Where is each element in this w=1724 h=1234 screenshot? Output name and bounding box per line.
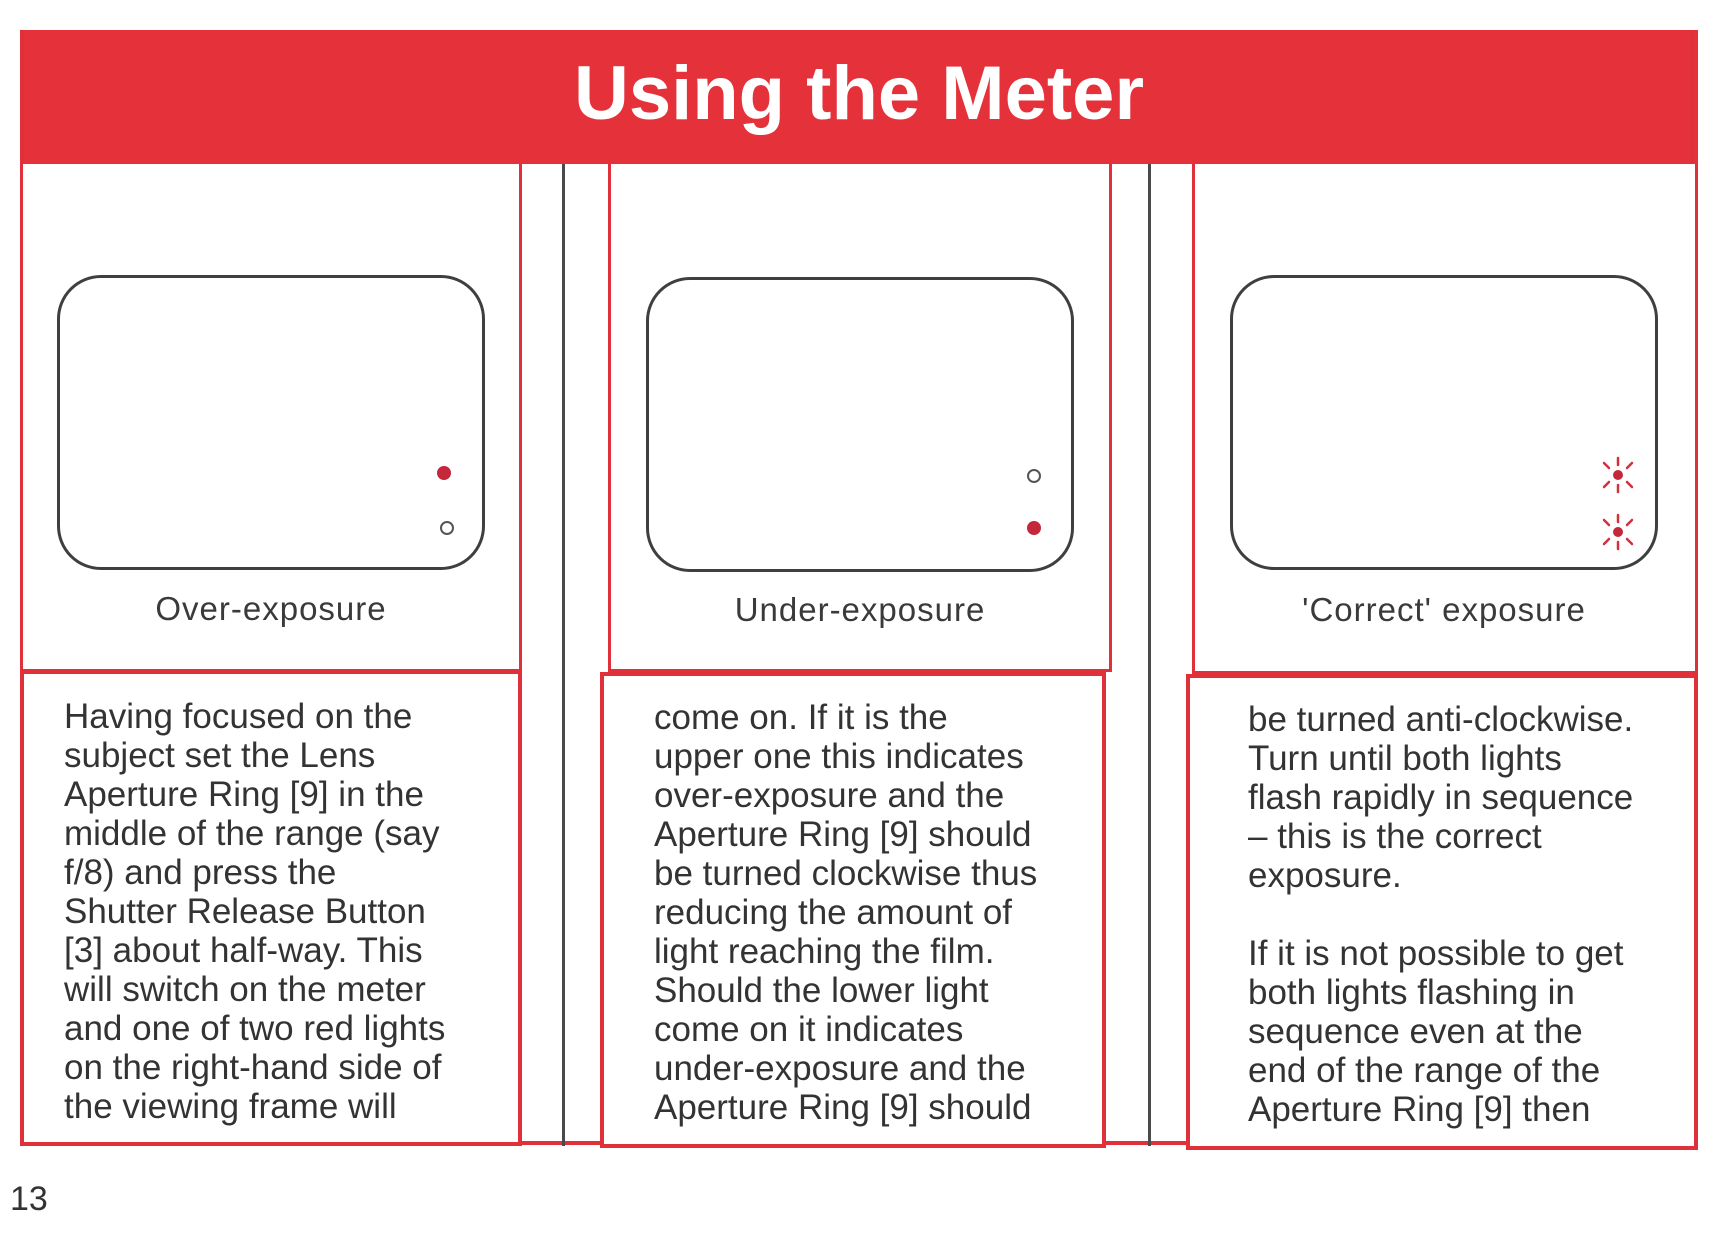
column-divider (562, 164, 565, 1146)
body-text: Having focused on the subject set the Lens Aperture Ring [9] in the middle of the range (say f/8) and press the Shutter Release Button [3] about half-way. This will switch on the meter and one of two red lights on the right-hand side of the viewing frame will (64, 697, 446, 1126)
lower-light-off-icon (440, 521, 454, 535)
upper-light-flashing-icon (1598, 455, 1638, 495)
lower-light-flashing-icon (1598, 512, 1638, 552)
viewfinder-frame (1230, 275, 1658, 570)
caption: 'Correct' exposure (1302, 591, 1586, 628)
body-text: be turned anti-clockwise. Turn until both lights flash rapidly in sequence – this is the correct exposure. If it is not possible to get both lights flashing in sequence even at the end of the range of the Aperture Ring [9] then (1248, 700, 1634, 1129)
upper-light-off-icon (1027, 469, 1041, 483)
viewfinder-frame (646, 277, 1074, 572)
viewfinder-frame (57, 275, 485, 570)
caption: Over-exposure (155, 590, 387, 627)
page-title: Using the Meter (573, 51, 1145, 136)
page-number: 13 (10, 1180, 48, 1218)
body-text: come on. If it is the upper one this indicates over-exposure and the Aperture Ring [9] should be turned clockwise thus reducing the amount of light reaching the film. Should the lower light come on it indicates under-exposure and the Aperture Ring [9] should (654, 698, 1038, 1127)
column-divider (1148, 164, 1151, 1146)
upper-light-on-icon (437, 466, 451, 480)
caption: Under-exposure (734, 591, 986, 628)
lower-light-on-icon (1027, 521, 1041, 535)
